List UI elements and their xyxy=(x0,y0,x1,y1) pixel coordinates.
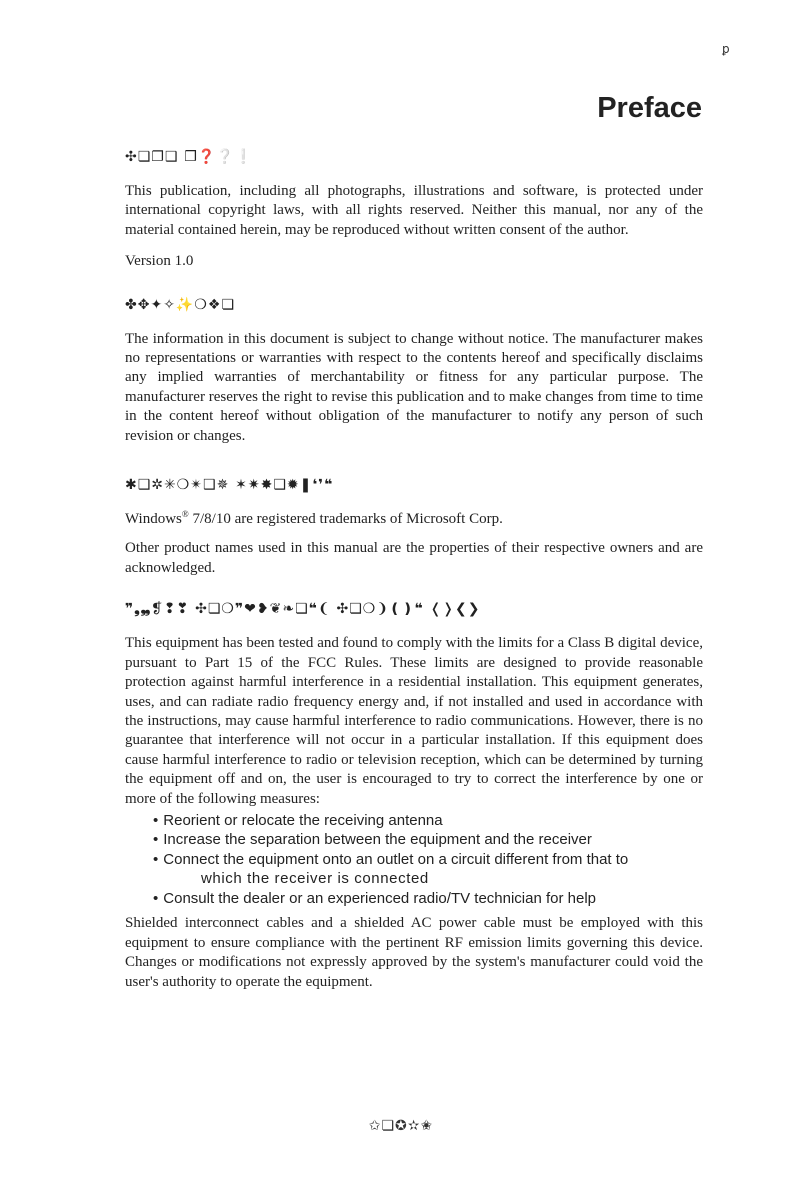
trademark-heading: ✱❑✲✳❍✴❑✵ ✶✷✸❑✹❚❛❜❝ xyxy=(125,477,334,494)
page-title: Preface xyxy=(597,92,702,124)
trademark-windows-line xyxy=(125,510,703,529)
page-corner-mark: ꝑ xyxy=(722,42,730,56)
list-item xyxy=(153,850,703,889)
fcc-intro-paragraph: This equipment has been tested and found to comply with the limits for a Class B digital device, pursuant to Part 15 of the FCC Rules. These limits are designed to provide reasonable protection against harmful interference in a residential installation. This equipment generates, uses, and can radiate radio frequency energy and, if not installed and used in accordance with the instructions, may cause harmful interference to radio communications. However, there is no guarantee that interference will not occur in a particular installation. If this equipment does cause harmful interference to radio or television reception, which can be determined by turning the equipment off and on, the user is encouraged to try to correct the interference by one or more of the following measures: xyxy=(125,635,703,807)
measure-connect-outlet-continuation: which the receiver is connected xyxy=(201,870,429,888)
disclaimer-paragraph: The information in this document is subject to change without notice. The manufacturer makes no representations or warranties with respect to the contents hereof and specifically disclaims any implied warranties of merchantability or fitness for any particular purpose. The manufacturer reserves the right to revise this publication and to make changes from time to time in the content hereof without obligation of the manufacturer to notify any person of such revision or changes. xyxy=(125,330,703,444)
document-body xyxy=(125,148,703,1014)
version-text: Version 1.0 xyxy=(125,253,194,270)
list-item xyxy=(153,830,703,850)
fcc-measures-list xyxy=(153,811,703,909)
measure-consult-dealer: Consult the dealer or an experienced radio/TV technician for help xyxy=(163,889,597,907)
disclaimer-heading: ✤✥✦✧✨❍❖❏ xyxy=(125,296,236,313)
list-item xyxy=(153,811,703,831)
trademark-other-products: Other product names used in this manual are the properties of their respective owners and are acknowledged. xyxy=(125,540,703,576)
fcc-closing-paragraph: Shielded interconnect cables and a shielded AC power cable must be employed with this equipment to ensure compliance with the pertinent RF emission limits governing this device. Changes or modifications not expressly approved by the system's manufacturer could void the user's authority to operate the equipment. xyxy=(125,915,703,990)
fcc-section xyxy=(125,600,703,992)
copyright-heading: ✣❏❐❑ ❒❓❔❕ xyxy=(125,149,254,165)
trademark-section xyxy=(125,476,703,578)
list-item xyxy=(153,889,703,909)
fcc-heading: ❞❟❠❡❢❣ ✣❏❍❞❤❥❦❧❏❝❨ ✣❏❍❩❪❫❝ ❬❭❮❯ xyxy=(125,601,481,618)
copyright-paragraph: This publication, including all photographs, illustrations and software, is protected under international copyright laws, with all rights reserved. Neither this manual, nor any of the material contained herein, may be reproduced without written consent of the author. xyxy=(125,183,703,238)
measure-connect-outlet: Connect the equipment onto an outlet on a circuit different from that to xyxy=(163,850,629,868)
measure-reorient: Reorient or relocate the receiving antenna xyxy=(163,811,443,829)
page-footer-mark: ✩❏✪✫✬ xyxy=(368,1118,434,1134)
measure-increase-separation: Increase the separation between the equipment and the receiver xyxy=(163,831,592,849)
copyright-section xyxy=(125,148,703,272)
windows-trademark-text: 7/8/10 are registered trademarks of Microsoft Corp. xyxy=(188,511,503,528)
windows-word: Windows xyxy=(125,511,182,528)
disclaimer-section xyxy=(125,296,703,446)
registered-mark: ® xyxy=(181,509,189,520)
